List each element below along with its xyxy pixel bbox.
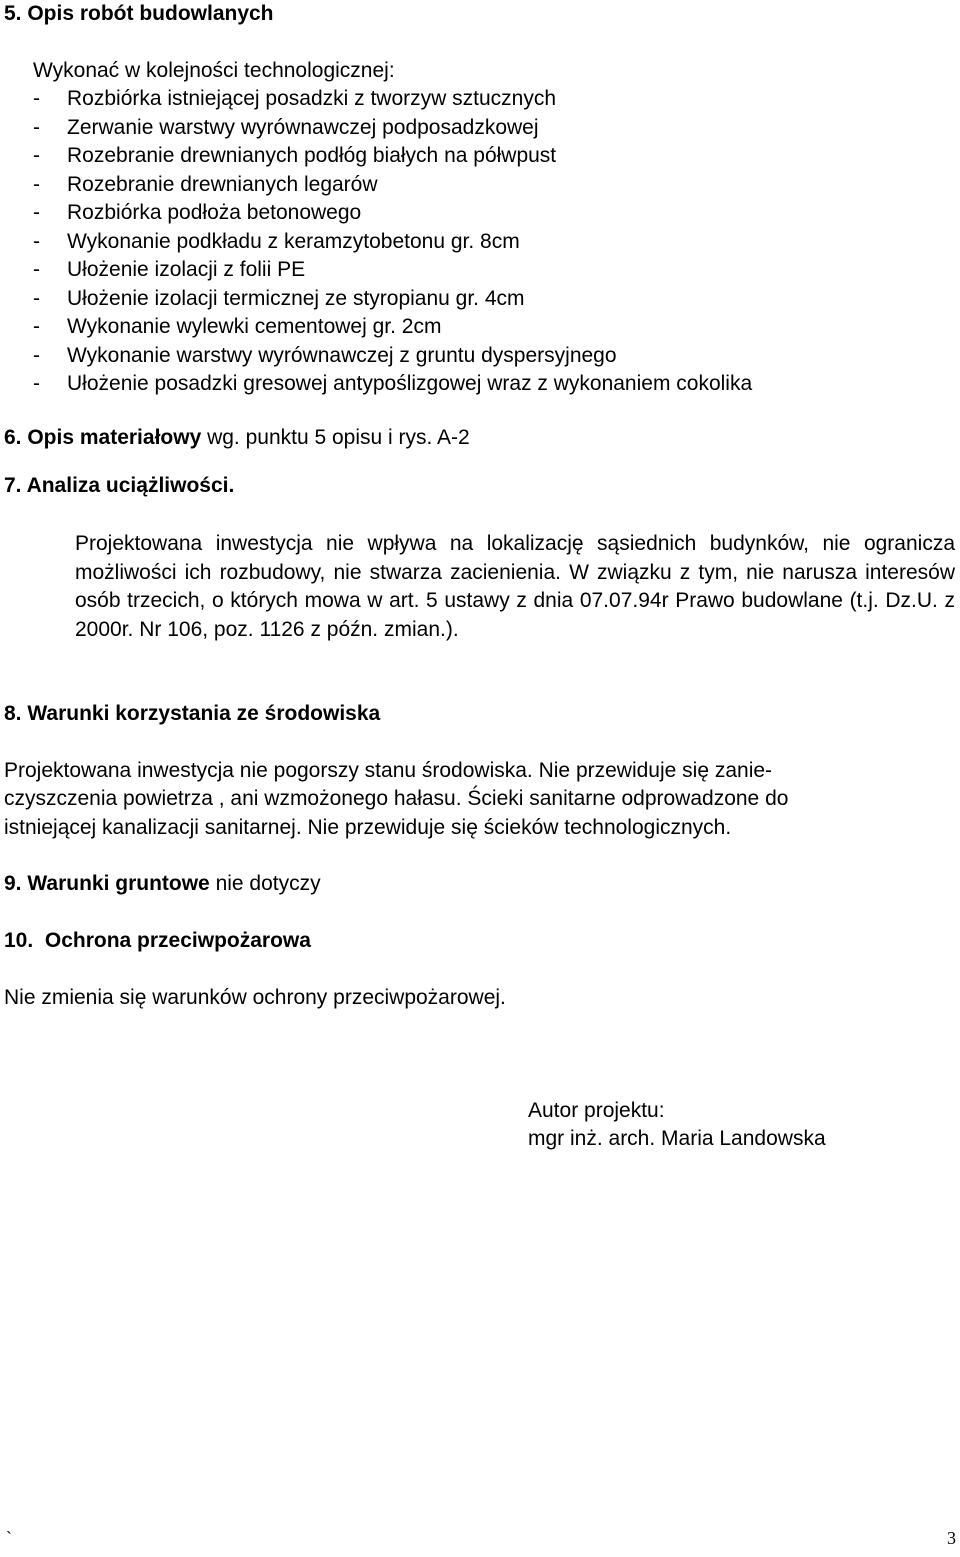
- author-label: Autor projektu:: [528, 1099, 665, 1122]
- section-5-heading: 5. Opis robót budowlanych: [4, 2, 274, 25]
- list-item: - Rozbiórka podłoża betonowego: [33, 201, 362, 224]
- section-8-line-3: istniejącej kanalizacji sanitarnej. Nie przewiduje się ścieków technologicznych.: [4, 816, 732, 839]
- list-item: - Wykonanie warstwy wyrównawczej z gruntu dyspersyjnego: [33, 343, 617, 367]
- section-6-heading: 6. Opis materiałowy: [4, 426, 202, 449]
- list-item: - Zerwanie warstwy wyrównawczej podposadzkowej: [33, 115, 539, 139]
- section-7-paragraph: Projektowana inwestycja nie wpływa na lokalizację sąsiednich budynków, nie ogranicza możliwości ich rozbudowy, nie stwarza zacienienia. W związku z tym, nie narusza interesów osób trzecich, o których mowa w art. 5 ustawy z dnia 07.07.94r Prawo budowlane (t.j. Dz.U. z 2000r. Nr 106, poz. 1126 z późn. zmian.).: [75, 532, 955, 641]
- list-item: - Wykonanie wylewki cementowej gr. 2cm: [33, 315, 442, 338]
- list-item: - Ułożenie izolacji z folii PE: [33, 258, 306, 281]
- list-item: - Ułożenie posadzki gresowej antypoślizgowej wraz z wykonaniem cokolika: [33, 372, 753, 395]
- section-9-heading: 9. Warunki gruntowe: [4, 872, 210, 895]
- section-8-heading: 8. Warunki korzystania ze środowiska: [4, 702, 381, 725]
- work-list: [33, 85, 956, 399]
- section-6-text: wg. punktu 5 opisu i rys. A-2: [201, 426, 470, 449]
- work-intro: Wykonać w kolejności technologicznej:: [33, 59, 395, 82]
- author-name: mgr inż. arch. Maria Landowska: [528, 1127, 826, 1150]
- section-9-text: nie dotyczy: [209, 872, 321, 895]
- list-item: - Rozebranie drewnianych podłóg białych na półwpust: [33, 144, 557, 167]
- list-item: - Ułożenie izolacji termicznej ze styropianu gr. 4cm: [33, 286, 525, 310]
- section-6: [4, 424, 956, 453]
- section-10-text: Nie zmienia się warunków ochrony przeciwpożarowej.: [4, 986, 506, 1009]
- footer-mark: `: [6, 1528, 12, 1548]
- list-item: - Rozbiórka istniejącej posadzki z tworzyw sztucznych: [33, 87, 557, 110]
- list-item: - Wykonanie podkładu z keramzytobetonu gr. 8cm: [33, 229, 520, 253]
- page-number: 3: [947, 1528, 956, 1548]
- list-item: - Rozebranie drewnianych legarów: [33, 172, 378, 196]
- section-10-heading: 10. Ochrona przeciwpożarowa: [4, 929, 311, 952]
- section-9: [4, 870, 956, 899]
- section-8-line-1: Projektowana inwestycja nie pogorszy stanu środowiska. Nie przewiduje się zanie-: [4, 759, 773, 782]
- section-8-line-2: czyszczenia powietrza , ani wzmożonego hałasu. Ścieki sanitarne odprowadzone do: [4, 787, 789, 810]
- section-7-heading: 7. Analiza uciążliwości.: [4, 474, 235, 497]
